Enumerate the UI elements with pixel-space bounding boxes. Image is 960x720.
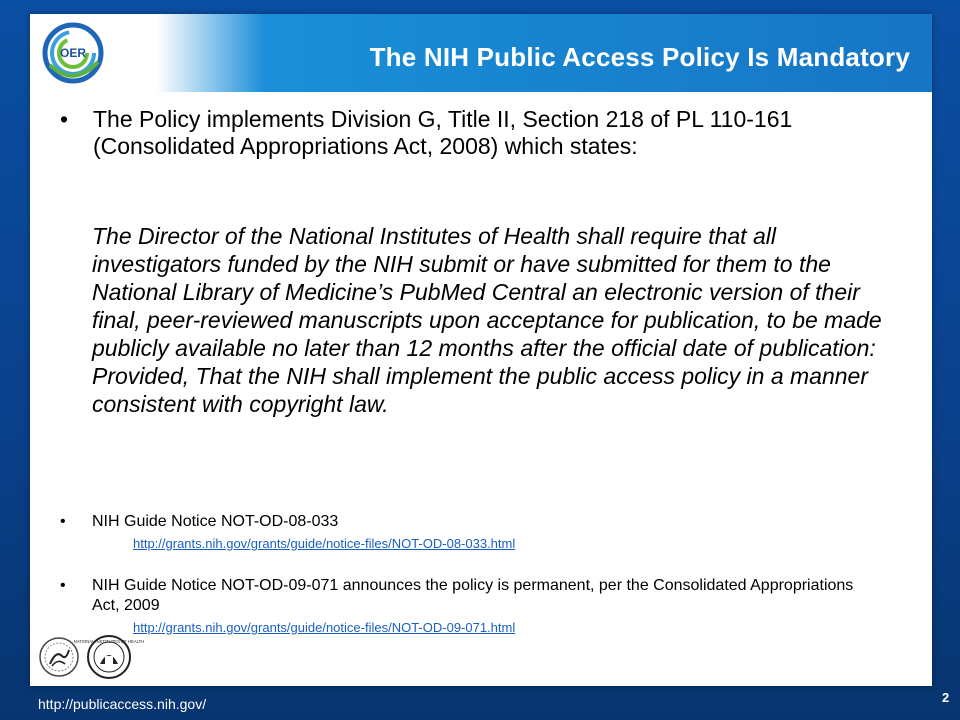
notice-2-link[interactable]: http://grants.nih.gov/grants/guide/notice-files/NOT-OD-09-071.html — [133, 620, 516, 635]
page-number: 2 — [942, 690, 950, 705]
slide — [30, 14, 932, 686]
notice-bullet-1 — [60, 512, 880, 532]
notice-1-text: NIH Guide Notice NOT-OD-08-033 — [92, 513, 339, 530]
bullet-dot: • — [60, 577, 66, 594]
policy-bullet — [60, 106, 900, 160]
nih-seal-icon — [73, 634, 145, 680]
policy-bullet-text: The Policy implements Division G, Title II, Section 218 of PL 110-161 (Consolidated Appropriations Act, 2008) which states: — [93, 106, 793, 159]
svg-text:OER: OER — [59, 46, 87, 60]
notice-2-text: NIH Guide Notice NOT-OD-09-071 announces the policy is permanent, per the Consolidated Appropriations Act, 2009 — [92, 577, 854, 614]
bullet-dot: • — [60, 513, 66, 530]
law-quote: The Director of the National Institutes of Health shall require that all investigators funded by the NIH submit or have submitted for them to the National Library of Medicine’s PubMed Central an electronic version of their final, peer-reviewed manuscripts upon acceptance for publication, to be made publicly available no later than 12 months after the official date of publication: Provided, That the NIH shall implement the public access policy in a manner consistent with copyright law. — [92, 223, 882, 417]
slide-content — [30, 14, 932, 686]
footer-url: http://publicaccess.nih.gov/ — [38, 696, 207, 712]
svg-text:NATIONAL INSTITUTES OF HEALTH: NATIONAL INSTITUTES OF HEALTH — [73, 639, 145, 644]
notice-bullet-2 — [60, 576, 880, 616]
bullet-dot: • — [60, 106, 69, 132]
slide-title: The NIH Public Access Policy Is Mandatory — [369, 42, 910, 72]
notice-1-link[interactable]: http://grants.nih.gov/grants/guide/notice-files/NOT-OD-08-033.html — [133, 536, 516, 551]
